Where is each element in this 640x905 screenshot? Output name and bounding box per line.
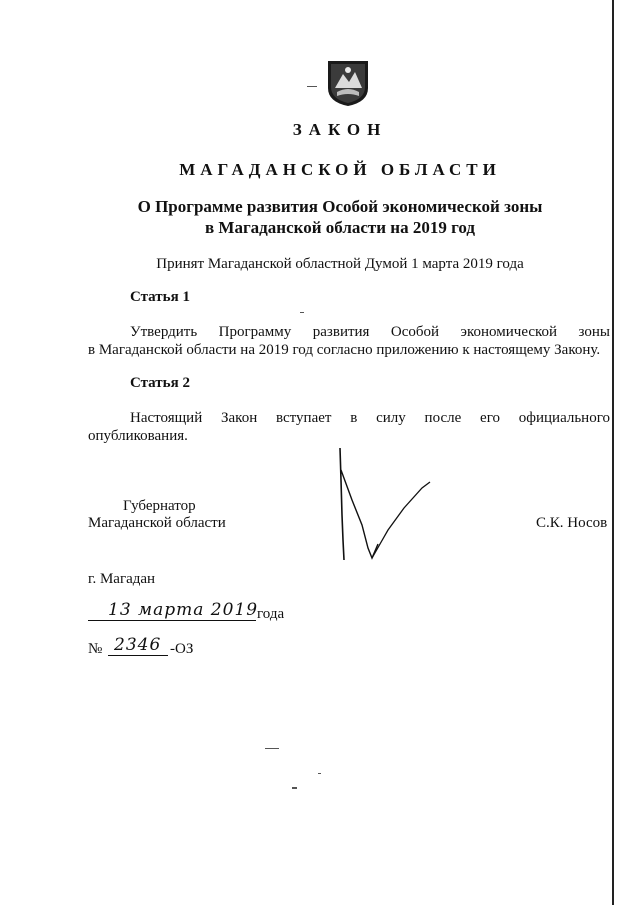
article-2-text-line-2: опубликования. — [88, 428, 188, 444]
governor-region: Магаданской области — [88, 515, 226, 531]
region-heading: МАГАДАНСКОЙ ОБЛАСТИ — [179, 160, 501, 179]
article-1-text-line-2: в Магаданской области на 2019 год согласно приложению к настоящему Закону. — [88, 342, 601, 358]
article-2-text-line-1: Настоящий Закон вступает в силу после его официального — [130, 410, 610, 426]
city: г. Магадан — [88, 571, 156, 587]
handwritten-number: 2346 — [114, 635, 162, 655]
article-2-heading: Статья 2 — [130, 375, 190, 391]
handwritten-signature — [330, 440, 440, 570]
handwritten-date: 13 марта 2019 — [108, 600, 259, 620]
coat-of-arms-emblem — [325, 58, 371, 108]
scan-speck — [307, 86, 317, 87]
law-title — [0, 196, 640, 238]
adoption-note: Принят Магаданской областной Думой 1 марта 2019 года — [156, 256, 524, 272]
date-underline — [88, 620, 256, 621]
number-suffix: -ОЗ — [170, 641, 194, 657]
law-title-line-2: в Магаданской области на 2019 год — [204, 218, 475, 237]
article-1-heading: Статья 1 — [130, 289, 190, 305]
scan-speck — [292, 787, 297, 789]
article-1-text-line-1: Утвердить Программу развития Особой экономической зоны — [130, 324, 610, 340]
law-title-line-1: О Программе развития Особой экономической зоны — [137, 197, 543, 216]
governor-title: Губернатор — [123, 498, 196, 514]
scan-speck — [265, 748, 279, 749]
governor-name: С.К. Носов — [536, 515, 608, 531]
date-suffix: года — [257, 606, 285, 622]
scan-speck — [318, 773, 321, 774]
scan-speck — [300, 312, 304, 313]
number-sign: № — [88, 641, 103, 657]
law-heading: ЗАКОН — [292, 120, 388, 139]
number-underline — [108, 655, 168, 656]
